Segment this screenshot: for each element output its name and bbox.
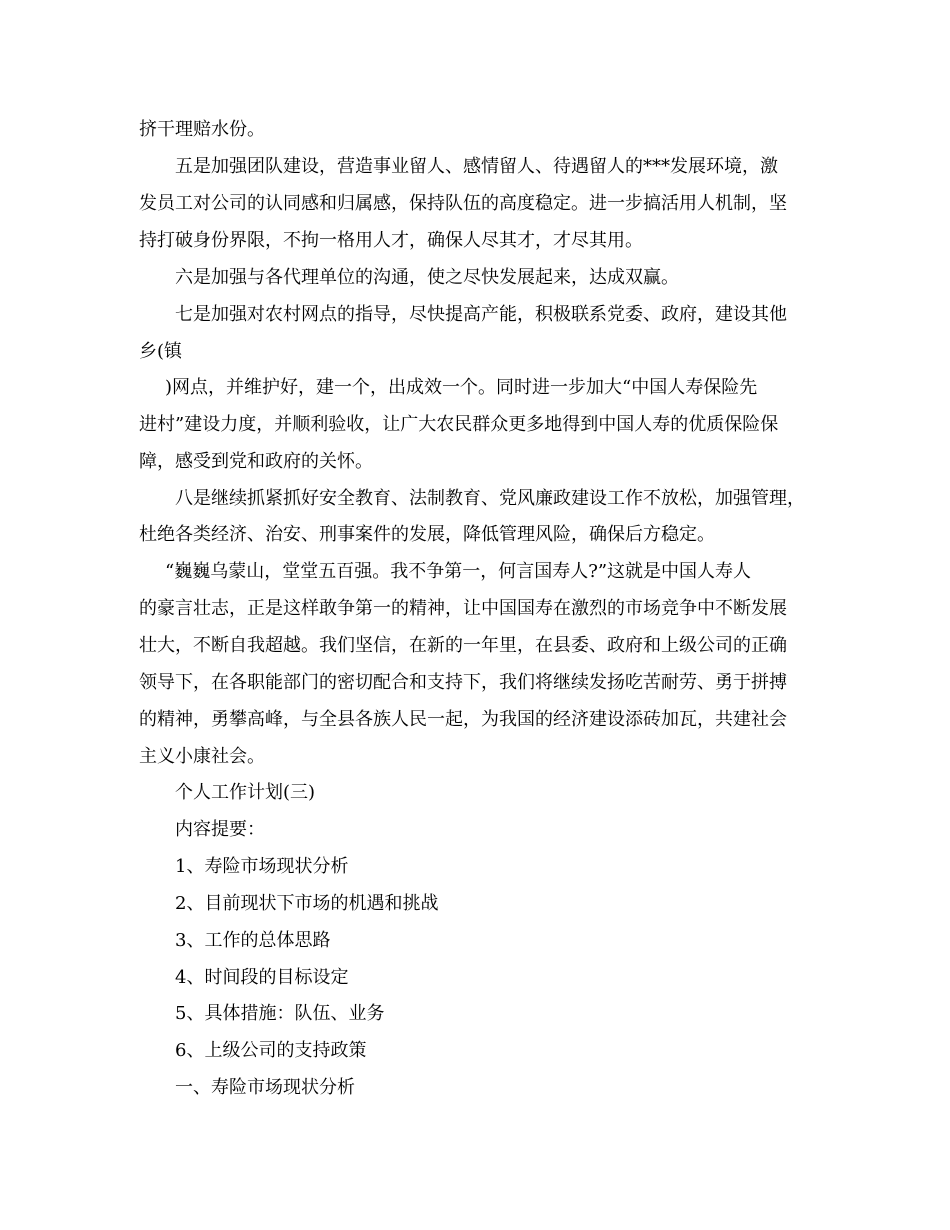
- text-line: 的豪言壮志，正是这样敢争第一的精神，让中国国寿在激烈的市场竞争中不断发展: [139, 598, 787, 619]
- text-line: 发员工对公司的认同感和归属感，保持队伍的高度稳定。进一步搞活用人机制，坚: [139, 193, 787, 214]
- list-item: 4、时间段的目标设定: [175, 967, 349, 988]
- text-line: 持打破身份界限，不拘一格用人才，确保人尽其才，才尽其用。: [139, 230, 643, 251]
- text-line: 挤干理赔水份。: [139, 119, 265, 140]
- list-item: 3、工作的总体思路: [175, 930, 331, 951]
- text-line: 乡(镇: [139, 341, 183, 362]
- text-line: “巍巍乌蒙山，堂堂五百强。我不争第一，何言国寿人?”这就是中国人寿人: [165, 561, 752, 582]
- text-line: 进村”建设力度，并顺利验收，让广大农民群众更多地得到中国人寿的优质保险保: [139, 414, 779, 435]
- text-line: 六是加强与各代理单位的沟通，使之尽快发展起来，达成双赢。: [175, 267, 679, 288]
- section-heading: 一、寿险市场现状分析: [175, 1077, 355, 1098]
- text-line: 七是加强对农村网点的指导，尽快提高产能，积极联系党委、政府，建设其他: [175, 304, 787, 325]
- text-line: 领导下，在各职能部门的密切配合和支持下，我们将继续发扬吃苦耐劳、勇于拼搏: [139, 672, 787, 693]
- text-line: 五是加强团队建设，营造事业留人、感情留人、待遇留人的***发展环境，激: [175, 156, 778, 177]
- text-line: 壮大，不断自我超越。我们坚信，在新的一年里，在县委、政府和上级公司的正确: [139, 635, 787, 656]
- text-line: )网点，并维护好，建一个，出成效一个。同时进一步加大“中国人寿保险先: [165, 377, 758, 398]
- text-line: 杜绝各类经济、治安、刑事案件的发展，降低管理风险，确保后方稳定。: [139, 524, 715, 545]
- text-line: 主义小康社会。: [139, 746, 265, 767]
- list-item: 6、上级公司的支持政策: [175, 1040, 367, 1061]
- text-line: 八是继续抓紧抓好安全教育、法制教育、党风廉政建设工作不放松，加强管理，: [175, 488, 805, 509]
- list-item: 2、目前现状下市场的机遇和挑战: [175, 893, 439, 914]
- text-line: 障，感受到党和政府的关怀。: [139, 451, 373, 472]
- list-item: 1、寿险市场现状分析: [175, 856, 349, 877]
- text-line: 的精神，勇攀高峰，与全县各族人民一起，为我国的经济建设添砖加瓦，共建社会: [139, 709, 787, 730]
- list-item: 5、具体措施：队伍、业务: [175, 1003, 385, 1024]
- section-heading: 个人工作计划(三): [175, 782, 316, 803]
- text-line: 内容提要：: [175, 819, 265, 840]
